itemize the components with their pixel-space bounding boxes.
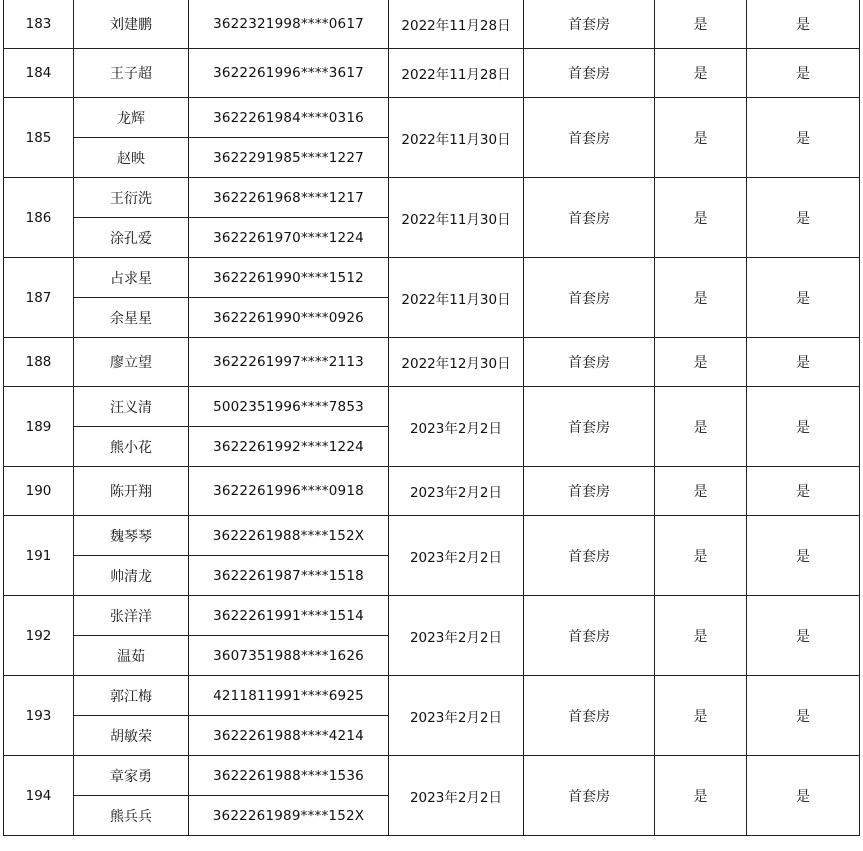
id-number-cell: 3622291985****1227	[189, 138, 389, 178]
id-number-cell: 3622261991****1514	[189, 596, 389, 636]
table-row	[4, 676, 860, 716]
table-body	[4, 0, 860, 836]
row-number-cell: 194	[4, 756, 74, 836]
row-number-cell: 185	[4, 98, 74, 178]
house-type-cell: 首套房	[524, 178, 655, 258]
check-cell-1: 是	[655, 756, 747, 836]
applicant-name-cell: 刘建鹏	[74, 0, 189, 49]
house-type-cell: 首套房	[524, 387, 655, 467]
date-cell: 2022年11月30日	[389, 258, 524, 338]
row-number-cell: 192	[4, 596, 74, 676]
check-cell-2: 是	[747, 0, 860, 49]
house-type-cell: 首套房	[524, 338, 655, 387]
id-number-cell: 3622261997****2113	[189, 338, 389, 387]
applicant-name-cell: 余星星	[74, 298, 189, 338]
id-number-cell: 3622261984****0316	[189, 98, 389, 138]
row-number-cell: 193	[4, 676, 74, 756]
row-number-cell: 188	[4, 338, 74, 387]
applicant-name-cell: 魏琴琴	[74, 516, 189, 556]
date-cell: 2023年2月2日	[389, 596, 524, 676]
house-type-cell: 首套房	[524, 596, 655, 676]
table-row	[4, 0, 860, 49]
table-row	[4, 467, 860, 516]
date-cell: 2022年11月28日	[389, 0, 524, 49]
date-cell: 2023年2月2日	[389, 516, 524, 596]
id-number-cell: 3622261990****1512	[189, 258, 389, 298]
id-number-cell: 3622261987****1518	[189, 556, 389, 596]
applicant-name-cell: 龙辉	[74, 98, 189, 138]
check-cell-1: 是	[655, 387, 747, 467]
table-row	[4, 338, 860, 387]
date-cell: 2023年2月2日	[389, 387, 524, 467]
house-type-cell: 首套房	[524, 467, 655, 516]
id-number-cell: 3622261970****1224	[189, 218, 389, 258]
check-cell-1: 是	[655, 467, 747, 516]
row-number-cell: 183	[4, 0, 74, 49]
date-cell: 2022年11月28日	[389, 49, 524, 98]
applicant-name-cell: 胡敏荣	[74, 716, 189, 756]
id-number-cell: 3622261996****0918	[189, 467, 389, 516]
check-cell-2: 是	[747, 49, 860, 98]
row-number-cell: 186	[4, 178, 74, 258]
check-cell-1: 是	[655, 98, 747, 178]
applicant-name-cell: 郭江梅	[74, 676, 189, 716]
row-number-cell: 191	[4, 516, 74, 596]
row-number-cell: 189	[4, 387, 74, 467]
date-cell: 2022年11月30日	[389, 178, 524, 258]
applicant-name-cell: 张洋洋	[74, 596, 189, 636]
id-number-cell: 3622321998****0617	[189, 0, 389, 49]
applicant-name-cell: 王衍洗	[74, 178, 189, 218]
date-cell: 2022年11月30日	[389, 98, 524, 178]
check-cell-2: 是	[747, 98, 860, 178]
check-cell-1: 是	[655, 258, 747, 338]
check-cell-2: 是	[747, 338, 860, 387]
id-number-cell: 3607351988****1626	[189, 636, 389, 676]
check-cell-1: 是	[655, 0, 747, 49]
table-row	[4, 49, 860, 98]
check-cell-1: 是	[655, 178, 747, 258]
check-cell-1: 是	[655, 516, 747, 596]
house-type-cell: 首套房	[524, 98, 655, 178]
check-cell-1: 是	[655, 49, 747, 98]
house-type-cell: 首套房	[524, 756, 655, 836]
applicant-name-cell: 涂孔爱	[74, 218, 189, 258]
id-number-cell: 3622261988****152X	[189, 516, 389, 556]
applicant-name-cell: 帅清龙	[74, 556, 189, 596]
house-type-cell: 首套房	[524, 49, 655, 98]
row-number-cell: 190	[4, 467, 74, 516]
house-type-cell: 首套房	[524, 676, 655, 756]
applicant-name-cell: 章家勇	[74, 756, 189, 796]
table-row	[4, 178, 860, 218]
check-cell-1: 是	[655, 338, 747, 387]
check-cell-2: 是	[747, 258, 860, 338]
registry-table	[3, 0, 860, 836]
applicant-name-cell: 赵映	[74, 138, 189, 178]
applicant-name-cell: 占求星	[74, 258, 189, 298]
check-cell-2: 是	[747, 387, 860, 467]
check-cell-2: 是	[747, 516, 860, 596]
check-cell-2: 是	[747, 178, 860, 258]
table-row	[4, 387, 860, 427]
check-cell-1: 是	[655, 676, 747, 756]
id-number-cell: 4211811991****6925	[189, 676, 389, 716]
date-cell: 2022年12月30日	[389, 338, 524, 387]
table-row	[4, 516, 860, 556]
id-number-cell: 3622261996****3617	[189, 49, 389, 98]
id-number-cell: 3622261990****0926	[189, 298, 389, 338]
id-number-cell: 3622261968****1217	[189, 178, 389, 218]
id-number-cell: 3622261988****4214	[189, 716, 389, 756]
applicant-name-cell: 熊兵兵	[74, 796, 189, 836]
house-type-cell: 首套房	[524, 0, 655, 49]
check-cell-1: 是	[655, 596, 747, 676]
check-cell-2: 是	[747, 467, 860, 516]
check-cell-2: 是	[747, 596, 860, 676]
applicant-name-cell: 熊小花	[74, 427, 189, 467]
check-cell-2: 是	[747, 756, 860, 836]
date-cell: 2023年2月2日	[389, 756, 524, 836]
row-number-cell: 184	[4, 49, 74, 98]
applicant-name-cell: 王子超	[74, 49, 189, 98]
applicant-name-cell: 汪义清	[74, 387, 189, 427]
date-cell: 2023年2月2日	[389, 676, 524, 756]
applicant-name-cell: 廖立望	[74, 338, 189, 387]
date-cell: 2023年2月2日	[389, 467, 524, 516]
check-cell-2: 是	[747, 676, 860, 756]
house-type-cell: 首套房	[524, 516, 655, 596]
table-row	[4, 258, 860, 298]
applicant-name-cell: 温茹	[74, 636, 189, 676]
id-number-cell: 3622261988****1536	[189, 756, 389, 796]
id-number-cell: 3622261992****1224	[189, 427, 389, 467]
id-number-cell: 3622261989****152X	[189, 796, 389, 836]
applicant-name-cell: 陈开翔	[74, 467, 189, 516]
table-row	[4, 596, 860, 636]
house-type-cell: 首套房	[524, 258, 655, 338]
row-number-cell: 187	[4, 258, 74, 338]
table-row	[4, 756, 860, 796]
table-row	[4, 98, 860, 138]
id-number-cell: 5002351996****7853	[189, 387, 389, 427]
